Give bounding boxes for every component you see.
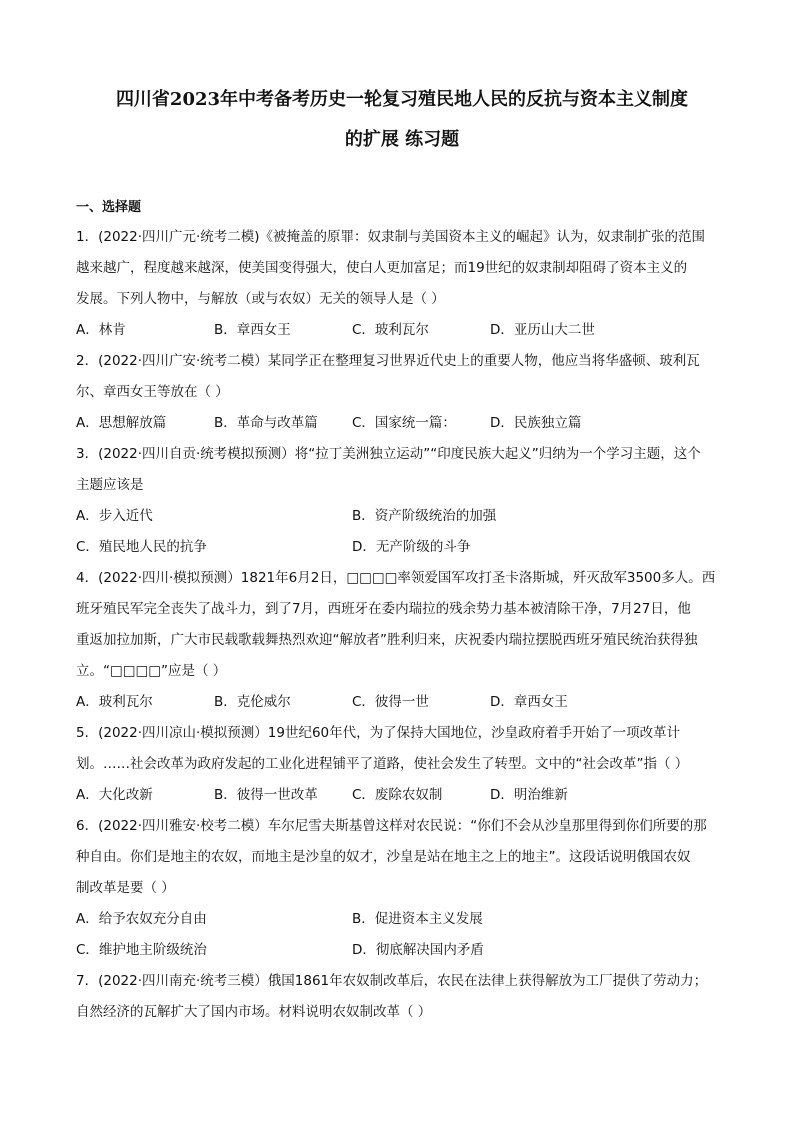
option-c: C．维护地主阶级统治 xyxy=(76,942,207,958)
question-6 xyxy=(76,811,728,966)
option-d: D．无产阶级的斗争 xyxy=(352,539,471,555)
question-2 xyxy=(76,346,728,439)
question-4 xyxy=(76,563,728,718)
options-row xyxy=(76,315,728,346)
option-a: A．大化改新 xyxy=(76,787,153,803)
question-stem-line: 3．(2022·四川自贡·统考模拟预测）将“拉丁美洲独立运动”“印度民族大起义”归纳为一个学习主题，这个 xyxy=(76,446,701,462)
option-b: B．彼得一世改革 xyxy=(214,787,318,803)
option-a: A．给予农奴充分自由 xyxy=(76,911,207,927)
question-stem-line: 5．(2022·四川凉山·模拟预测）19世纪60年代，为了保持大国地位，沙皇政府着手开始了一项改革计 xyxy=(76,725,681,741)
option-d: D．民族独立篇 xyxy=(490,415,582,431)
options-grid xyxy=(76,904,728,966)
option-a: A．玻利瓦尔 xyxy=(76,694,153,710)
question-stem-line: 班牙殖民军完全丧失了战斗力，到了7月，西班牙在委内瑞拉的残余势力基本被清除干净，7月27日，他 xyxy=(76,601,691,617)
option-b: B．革命与改革篇 xyxy=(214,415,318,431)
question-stem-line: 2．(2022·四川广安·统考二模）某同学正在整理复习世界近代史上的重要人物，他应当将华盛顿、玻利瓦 xyxy=(76,353,700,369)
option-d: D．亚历山大二世 xyxy=(490,322,595,338)
question-stem-line: 主题应该是 xyxy=(76,477,144,493)
question-stem-line: 种自由。你们是地主的农奴，而地主是沙皇的奴才，沙皇是站在地主之上的地主”。这段话说明俄国农奴 xyxy=(76,849,691,865)
question-stem-line: 6．(2022·四川雅安·校考二模）车尔尼雪夫斯基曾这样对农民说：“你们不会从沙皇那里得到你们所要的那 xyxy=(76,818,707,834)
question-stem-line: 划。……社会改革为政府发起的工业化进程铺平了道路，使社会发生了转型。文中的“社会改革”指（ ） xyxy=(76,756,689,772)
document-title-line1: 四川省2023年中考备考历史一轮复习殖民地人民的反抗与资本主义制度 xyxy=(115,89,689,110)
option-a: A．步入近代 xyxy=(76,508,153,524)
options-grid xyxy=(76,501,728,563)
section-heading: 一、选择题 xyxy=(76,200,142,215)
question-7 xyxy=(76,966,728,1028)
option-c: C．废除农奴制 xyxy=(352,787,443,803)
option-b: B．章西女王 xyxy=(214,322,291,338)
option-c: C．彼得一世 xyxy=(352,694,429,710)
question-5 xyxy=(76,718,728,811)
question-1 xyxy=(76,222,728,346)
question-stem-line: 4．(2022·四川·模拟预测）1821年6月2日，□□□□率领爱国军攻打圣卡洛斯城，歼灭敌军3500多人。西 xyxy=(76,570,716,586)
question-stem-line: 1．(2022·四川广元·统考二模)《被掩盖的原罪：奴隶制与美国资本主义的崛起》认为，奴隶制扩张的范围 xyxy=(76,229,706,245)
question-stem-line: 自然经济的瓦解扩大了国内市场。材料说明农奴制改革（ ） xyxy=(76,1004,432,1020)
question-stem-line: 尔、章西女王等放在（ ） xyxy=(76,384,229,400)
option-c: C．殖民地人民的抗争 xyxy=(76,539,207,555)
option-d: D．彻底解决国内矛盾 xyxy=(352,942,484,958)
question-stem-line: 重返加拉加斯，广大市民载歌载舞热烈欢迎“解放者”胜利归来，庆祝委内瑞拉摆脱西班牙殖民统治获得独 xyxy=(76,632,698,648)
document-title-line2: 的扩展 练习题 xyxy=(344,129,460,150)
question-3 xyxy=(76,439,728,563)
options-row xyxy=(76,780,728,811)
option-d: D．章西女王 xyxy=(490,694,568,710)
question-stem-line: 立。“□□□□”应是（ ） xyxy=(76,663,227,679)
question-stem-line: 7．(2022·四川南充·统考三模）俄国1861年农奴制改革后，农民在法律上获得解放为工厂提供了劳动力； xyxy=(76,973,708,989)
option-d: D．明治维新 xyxy=(490,787,568,803)
question-stem-line: 越来越广，程度越来越深，使美国变得强大，使白人更加富足；而19世纪的奴隶制却阻碍了资本主义的 xyxy=(76,260,688,276)
question-stem-line: 制改革是要（ ） xyxy=(76,880,175,896)
option-c: C．玻利瓦尔 xyxy=(352,322,429,338)
option-b: B．克伦威尔 xyxy=(214,694,291,710)
option-b: B．资产阶级统治的加强 xyxy=(352,508,497,524)
question-stem-line: 发展。下列人物中，与解放（或与农奴）无关的领导人是（ ） xyxy=(76,291,445,307)
option-c: C．国家统一篇： xyxy=(352,415,456,431)
options-row xyxy=(76,687,728,718)
option-a: A．林肯 xyxy=(76,322,126,338)
option-b: B．促进资本主义发展 xyxy=(352,911,483,927)
option-a: A．思想解放篇 xyxy=(76,415,167,431)
options-row xyxy=(76,408,728,439)
